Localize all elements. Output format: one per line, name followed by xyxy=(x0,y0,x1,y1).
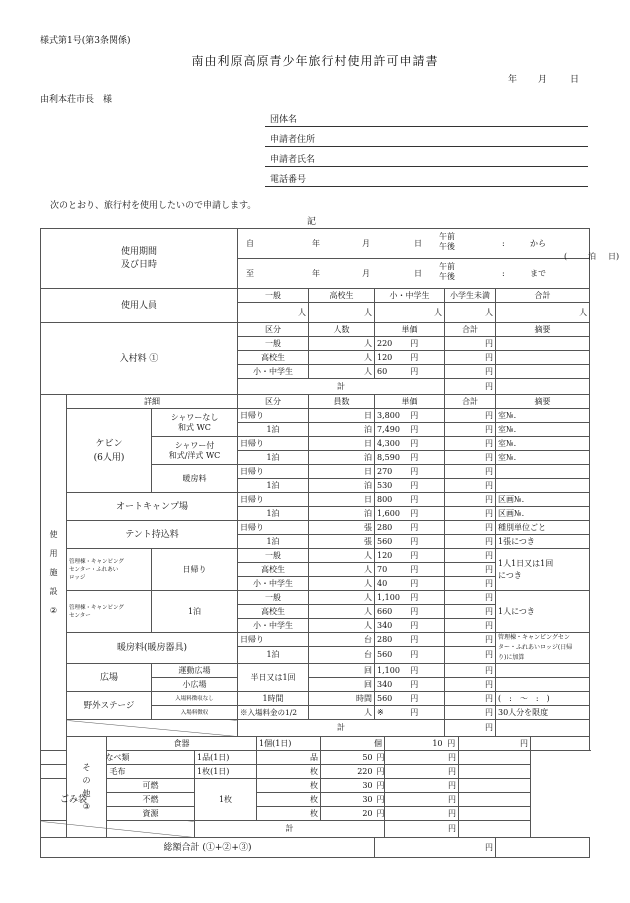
blanket-label: 毛布 xyxy=(41,765,195,779)
from-ampm: 午前 午後 xyxy=(439,232,455,251)
total-input[interactable]: 円 xyxy=(445,535,496,549)
cat-overnight: 1泊 xyxy=(238,451,309,465)
per-sheet-label: 1枚(1日) xyxy=(195,765,257,779)
cat-overnight: 1泊 xyxy=(238,647,309,664)
lodge-night-note: 1人につき xyxy=(496,591,590,633)
stage-label: 野外ステージ xyxy=(67,692,152,720)
small-plaza-label: 小広場 xyxy=(152,678,238,692)
date-month-label: 月 xyxy=(538,75,548,85)
to-ampm: 午前 午後 xyxy=(439,262,455,281)
price: 1,600 xyxy=(375,507,385,521)
facility-total-diagonal xyxy=(67,720,238,737)
yen: 円 xyxy=(385,633,445,647)
users-header-total: 合計 xyxy=(496,289,590,303)
cat-overnight: 1泊 xyxy=(238,507,309,521)
cat-daytrip: 日帰り xyxy=(238,465,309,479)
count-input[interactable]: 枚 xyxy=(257,807,321,821)
count-input[interactable]: 日 xyxy=(309,493,375,507)
yen: 円 xyxy=(375,751,385,765)
entry-note-input[interactable] xyxy=(496,351,590,365)
group-name-field[interactable] xyxy=(265,106,588,127)
application-table xyxy=(40,228,620,858)
entry-cat: 小・中学生 xyxy=(238,365,309,379)
tent-note-1: 種別単位ごと xyxy=(496,521,590,535)
entry-sum-input[interactable]: 円 xyxy=(445,379,496,395)
total-input[interactable]: 円 xyxy=(445,437,496,451)
heating-label: 暖房料 xyxy=(152,465,238,493)
lodge-night-overnight: 1泊 xyxy=(152,591,238,633)
from-colon: : xyxy=(502,239,505,248)
users-total-input[interactable]: 人 xyxy=(496,303,590,323)
entry-sum-label: 計 xyxy=(238,379,445,395)
grand-total-label: 総額合計 (①+②+③) xyxy=(41,838,375,858)
facility-header-count: 員数 xyxy=(309,395,375,409)
lodge-day-label: 管理棟・キャンピング センター・ふれあい ロッジ xyxy=(67,549,152,591)
price: 40 xyxy=(375,577,385,591)
facility-sum-input[interactable]: 円 xyxy=(445,720,496,737)
users-junior-input[interactable]: 人 xyxy=(375,303,445,323)
entry-price: 220 xyxy=(375,337,385,351)
entry-note-input[interactable] xyxy=(496,365,590,379)
yen: 円 xyxy=(385,507,445,521)
entry-sum-note xyxy=(496,379,590,395)
price: 660 xyxy=(375,605,385,619)
intro-text: 次のとおり、旅行村を使用したいので申請します。 xyxy=(50,201,257,211)
price: 530 xyxy=(375,479,385,493)
entry-price: 120 xyxy=(375,351,385,365)
entry-total-input[interactable]: 円 xyxy=(445,365,496,379)
price: 800 xyxy=(375,493,385,507)
cat-overnight: 1泊 xyxy=(238,423,309,437)
phone-field[interactable] xyxy=(265,166,588,187)
price: 120 xyxy=(375,549,385,563)
users-general-input[interactable]: 人 xyxy=(238,303,309,323)
stage-no-fee-label: 入場料徴収なし xyxy=(152,692,238,706)
count-input[interactable]: 張 xyxy=(309,535,375,549)
other-side-label: そ の 他 ③ xyxy=(67,737,107,838)
yen: 円 xyxy=(385,409,445,423)
total-input[interactable]: 円 xyxy=(385,793,459,807)
other-sum-input[interactable]: 円 xyxy=(385,821,459,838)
total-input[interactable]: 円 xyxy=(445,409,496,423)
entry-fee-label: 入村料 ① xyxy=(41,323,238,395)
note-input[interactable] xyxy=(496,664,590,678)
half-fee-label: ※入場料金の1/2 xyxy=(238,706,309,720)
entry-count-input[interactable]: 人 xyxy=(309,337,375,351)
note-input[interactable] xyxy=(496,479,590,493)
one-hour-label: 1時間 xyxy=(238,692,309,706)
count-input[interactable]: 日 xyxy=(309,437,375,451)
count-input[interactable]: 人 xyxy=(309,563,375,577)
total-input[interactable]: 円 xyxy=(385,807,459,821)
users-header-high: 高校生 xyxy=(309,289,375,303)
yen: 円 xyxy=(385,706,445,720)
per-item-label: 1品(1日) xyxy=(195,751,257,765)
cat-high: 高校生 xyxy=(238,563,309,577)
shower-with-label: シャワー付 和式/洋式 WC xyxy=(152,437,238,465)
price: 8,590 xyxy=(375,451,385,465)
yen: 円 xyxy=(385,549,445,563)
count-input[interactable]: 泊 xyxy=(309,507,375,521)
half-day-label: 半日又は1回 xyxy=(238,664,309,692)
facility-header-price: 単価 xyxy=(375,395,445,409)
room-no-input[interactable]: 室№. xyxy=(496,409,590,423)
total-input[interactable]: 円 xyxy=(445,678,496,692)
applicant-name-label: 申請者氏名 xyxy=(270,155,316,165)
total-input[interactable]: 円 xyxy=(445,605,496,619)
count-input[interactable]: 泊 xyxy=(309,423,375,437)
price: 560 xyxy=(375,692,385,706)
from-month: 月 xyxy=(362,239,370,248)
haku-label: 泊 xyxy=(588,252,596,261)
total-input[interactable]: 円 xyxy=(445,664,496,678)
price: 340 xyxy=(375,619,385,633)
note-input[interactable] xyxy=(459,751,531,765)
entry-header-count: 人数 xyxy=(309,323,375,337)
count-input[interactable]: 人 xyxy=(309,605,375,619)
yen: 円 xyxy=(385,605,445,619)
users-label: 使用人員 xyxy=(41,289,238,323)
total-input[interactable]: 円 xyxy=(445,507,496,521)
price: 1,100 xyxy=(375,591,385,605)
cat-general: 一般 xyxy=(238,591,309,605)
note-input[interactable] xyxy=(459,779,531,793)
pots-label: なべ類 xyxy=(41,751,195,765)
cat-junior: 小・中学生 xyxy=(238,577,309,591)
facility-header-note: 摘要 xyxy=(496,395,590,409)
form-number: 様式第1号(第3条関係) xyxy=(40,36,131,46)
note-input[interactable] xyxy=(496,678,590,692)
entry-header-total: 合計 xyxy=(445,323,496,337)
count-input[interactable]: 張 xyxy=(309,521,375,535)
total-input[interactable]: 円 xyxy=(445,633,496,647)
count-input[interactable]: 人 xyxy=(309,549,375,563)
users-high-input[interactable]: 人 xyxy=(309,303,375,323)
price: 1,100 xyxy=(375,664,385,678)
yen: 円 xyxy=(385,619,445,633)
heater-note: 管理棟・キャンピングセン ター・ふれあいロッジ(日帰 り)に加算 xyxy=(496,633,590,664)
users-header-junior: 小・中学生 xyxy=(375,289,445,303)
yen: 円 xyxy=(385,577,445,591)
facility-side-label: 使 用 施 設 ② xyxy=(41,395,67,751)
nichi-label: 日) xyxy=(608,252,620,261)
total-input[interactable]: 円 xyxy=(445,706,496,720)
count-input[interactable]: 回 xyxy=(309,678,375,692)
per-day-label: 1個(1日) xyxy=(257,737,321,751)
users-under-input[interactable]: 人 xyxy=(445,303,496,323)
price: 560 xyxy=(375,535,385,549)
entry-total-input[interactable]: 円 xyxy=(445,351,496,365)
total-input[interactable]: 円 xyxy=(445,479,496,493)
grand-total-note xyxy=(496,838,590,858)
cabin-label: ケビン (6人用) xyxy=(67,409,152,493)
count-input[interactable]: 回 xyxy=(309,664,375,678)
heater-fee-label: 暖房料(暖房器具) xyxy=(67,633,238,664)
total-input[interactable]: 円 xyxy=(445,465,496,479)
to-day: 日 xyxy=(414,269,422,278)
yen: 円 xyxy=(385,535,445,549)
applicant-name-field[interactable] xyxy=(265,146,588,167)
stage-fee-label: 入場料徴収 xyxy=(152,706,238,720)
from-label: 自 xyxy=(246,239,254,248)
sports-plaza-label: 運動広場 xyxy=(152,664,238,678)
facility-header-cat: 区分 xyxy=(238,395,309,409)
cat-daytrip: 日帰り xyxy=(238,493,309,507)
entry-cat: 一般 xyxy=(238,337,309,351)
date-year-label: 年 xyxy=(508,75,518,85)
note-input[interactable] xyxy=(459,793,531,807)
note-input[interactable] xyxy=(459,765,531,779)
count-input[interactable]: 日 xyxy=(309,409,375,423)
kome-mark: ※ xyxy=(375,706,385,720)
total-input[interactable]: 円 xyxy=(445,549,496,563)
entry-total-input[interactable]: 円 xyxy=(445,337,496,351)
yen: 円 xyxy=(385,664,445,678)
entry-count-input[interactable]: 人 xyxy=(309,365,375,379)
entry-price: 60 xyxy=(375,365,385,379)
cat-daytrip: 日帰り xyxy=(238,521,309,535)
from-day: 日 xyxy=(414,239,422,248)
resource-label: 資源 xyxy=(107,807,195,821)
count-input[interactable]: 台 xyxy=(309,647,375,664)
entry-note-input[interactable] xyxy=(496,337,590,351)
users-header-under: 小学生未満 xyxy=(445,289,496,303)
price: 70 xyxy=(375,563,385,577)
period-label: 使用期間 及び日時 xyxy=(41,229,238,289)
yen: 円 xyxy=(375,807,385,821)
other-sum-note xyxy=(459,821,531,838)
room-no-input[interactable]: 室№. xyxy=(496,437,590,451)
price: 30 xyxy=(321,793,375,807)
facility-header-total: 合計 xyxy=(445,395,496,409)
price: 4,300 xyxy=(375,437,385,451)
trash-bag-label: ごみ袋 xyxy=(41,779,107,821)
tent-note-2: 1張につき xyxy=(496,535,590,549)
other-sum-label: 計 xyxy=(195,821,385,838)
cat-junior: 小・中学生 xyxy=(238,619,309,633)
yen: 円 xyxy=(385,647,445,664)
total-input[interactable]: 円 xyxy=(445,521,496,535)
yen: 円 xyxy=(385,591,445,605)
shower-none-label: シャワーなし 和式 WC xyxy=(152,409,238,437)
note-input[interactable] xyxy=(531,737,590,751)
yen: 円 xyxy=(385,692,445,706)
to-year: 年 xyxy=(312,269,320,278)
total-input[interactable]: 円 xyxy=(385,765,459,779)
to-colon: : xyxy=(502,269,505,278)
count-input[interactable]: 人 xyxy=(309,591,375,605)
total-input[interactable]: 円 xyxy=(445,692,496,706)
room-no-input[interactable]: 室№. xyxy=(496,451,590,465)
yen: 円 xyxy=(385,493,445,507)
count-input[interactable]: 人 xyxy=(309,577,375,591)
yen: 円 xyxy=(385,437,445,451)
yen: 円 xyxy=(385,563,445,577)
count-input[interactable]: 個 xyxy=(321,737,385,751)
cat-daytrip: 日帰り xyxy=(238,633,309,647)
price: 270 xyxy=(375,465,385,479)
note-input[interactable] xyxy=(496,465,590,479)
cat-overnight: 1泊 xyxy=(238,479,309,493)
cat-overnight: 1泊 xyxy=(238,535,309,549)
total-input[interactable]: 円 xyxy=(385,779,459,793)
note-input[interactable] xyxy=(459,807,531,821)
count-input[interactable]: 泊 xyxy=(309,479,375,493)
total-input[interactable]: 円 xyxy=(445,619,496,633)
facility-sum-note xyxy=(496,720,590,737)
price: 3,800 xyxy=(375,409,385,423)
time-note-input[interactable]: ( : ～ : ) xyxy=(496,692,590,706)
made-label: まで xyxy=(530,269,546,278)
yen: 円 xyxy=(385,451,445,465)
entry-count-input[interactable]: 人 xyxy=(309,351,375,365)
entry-header-cat: 区分 xyxy=(238,323,309,337)
entry-yen: 円 xyxy=(385,337,445,351)
paren-open: ( xyxy=(564,252,568,261)
nonburnable-label: 不燃 xyxy=(107,793,195,807)
yen: 円 xyxy=(385,423,445,437)
count-input[interactable]: 枚 xyxy=(257,793,321,807)
period-from-cell[interactable] xyxy=(238,229,620,261)
yen: 円 xyxy=(385,479,445,493)
lodge-day-note: 1人1日又は1回 につき xyxy=(496,549,590,591)
zone-no-input[interactable]: 区画№. xyxy=(496,493,590,507)
count-input[interactable]: 日 xyxy=(309,465,375,479)
yen: 円 xyxy=(445,737,459,751)
from-year: 年 xyxy=(312,239,320,248)
form-title: 南由利原高原青少年旅行村使用許可申請書 xyxy=(191,54,439,68)
cat-daytrip: 日帰り xyxy=(238,437,309,451)
entry-yen: 円 xyxy=(385,365,445,379)
price: 280 xyxy=(375,633,385,647)
kara-label: から xyxy=(530,239,546,248)
phone-label: 電話番号 xyxy=(270,175,307,185)
count-input[interactable]: 枚 xyxy=(257,765,321,779)
yen: 円 xyxy=(385,465,445,479)
other-total-diagonal xyxy=(41,821,195,838)
yen: 円 xyxy=(385,521,445,535)
one-sheet-label: 1枚 xyxy=(195,779,257,821)
burnable-label: 可燃 xyxy=(107,779,195,793)
group-name-label: 団体名 xyxy=(270,115,298,125)
price: 7,490 xyxy=(375,423,385,437)
price: 560 xyxy=(375,647,385,664)
date-day-label: 日 xyxy=(570,75,580,85)
facility-header-detail: 詳細 xyxy=(67,395,238,409)
total-input[interactable]: 円 xyxy=(385,751,459,765)
price: 280 xyxy=(375,521,385,535)
tent-label: テント持込料 xyxy=(67,521,238,549)
period-to-cell[interactable] xyxy=(238,259,590,289)
total-input[interactable]: 円 xyxy=(445,493,496,507)
total-input[interactable]: 円 xyxy=(459,737,531,751)
room-no-input[interactable]: 室№. xyxy=(496,423,590,437)
applicant-address-label: 申請者住所 xyxy=(270,135,316,145)
count-input[interactable]: 枚 xyxy=(257,779,321,793)
count-input[interactable]: 泊 xyxy=(309,451,375,465)
users-header-general: 一般 xyxy=(238,289,309,303)
yen: 円 xyxy=(375,765,385,779)
price: 30 xyxy=(321,779,375,793)
entry-cat: 高校生 xyxy=(238,351,309,365)
count-input[interactable]: 人 xyxy=(309,619,375,633)
total-input[interactable]: 円 xyxy=(445,563,496,577)
entry-header-note: 摘要 xyxy=(496,323,590,337)
price: 10 xyxy=(385,737,445,751)
lodge-night-label: 管理棟・キャンピング センター xyxy=(67,591,152,633)
yen: 円 xyxy=(385,678,445,692)
limit-note: 30人分を限度 xyxy=(496,706,590,720)
addressee: 由利本荘市長 様 xyxy=(40,95,113,105)
total-input[interactable]: 円 xyxy=(445,423,496,437)
cat-high: 高校生 xyxy=(238,605,309,619)
total-input[interactable]: 円 xyxy=(445,647,496,664)
autocamp-label: オートキャンプ場 xyxy=(67,493,238,521)
ki-mark: 記 xyxy=(307,217,317,227)
count-input[interactable]: 人 xyxy=(309,706,375,720)
entry-header-price: 単価 xyxy=(375,323,445,337)
entry-yen: 円 xyxy=(385,351,445,365)
count-input[interactable]: 時間 xyxy=(309,692,375,706)
cat-daytrip: 日帰り xyxy=(238,409,309,423)
total-input[interactable]: 円 xyxy=(445,591,496,605)
grand-total-input[interactable]: 円 xyxy=(375,838,496,858)
price: 220 xyxy=(321,765,375,779)
dishes-label: 食器 xyxy=(107,737,257,751)
price: 340 xyxy=(375,678,385,692)
yen: 円 xyxy=(375,779,385,793)
facility-sum-label: 計 xyxy=(238,720,445,737)
applicant-address-field[interactable] xyxy=(265,126,588,147)
price: 50 xyxy=(321,751,375,765)
to-month: 月 xyxy=(362,269,370,278)
count-input[interactable]: 台 xyxy=(309,633,375,647)
price: 20 xyxy=(321,807,375,821)
count-input[interactable]: 品 xyxy=(257,751,321,765)
to-label: 至 xyxy=(246,269,254,278)
plaza-label: 広場 xyxy=(67,664,152,692)
total-input[interactable]: 円 xyxy=(445,577,496,591)
total-input[interactable]: 円 xyxy=(445,451,496,465)
cat-general: 一般 xyxy=(238,549,309,563)
zone-no-input[interactable]: 区画№. xyxy=(496,507,590,521)
yen: 円 xyxy=(375,793,385,807)
lodge-day-daytrip: 日帰り xyxy=(152,549,238,591)
